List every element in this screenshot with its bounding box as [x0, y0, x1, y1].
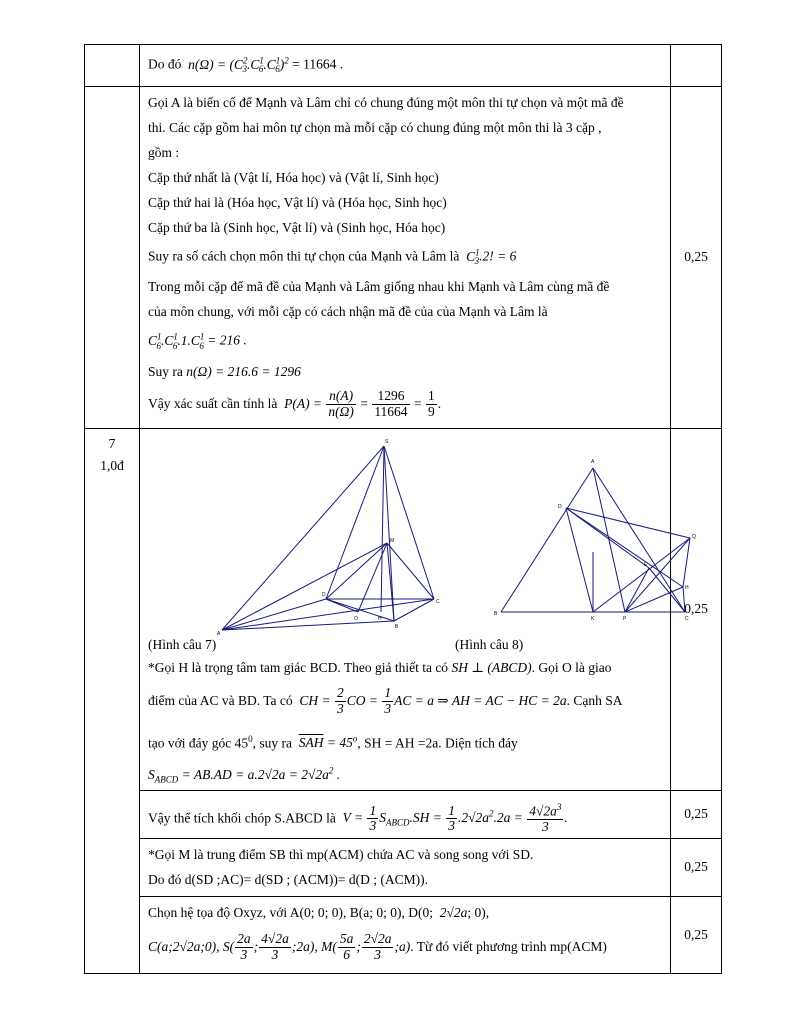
table-row — [85, 896, 722, 973]
text-line: Gọi A là biến cố để Mạnh và Lâm chỉ có chung đúng một môn thi tự chọn và một mã đề — [148, 95, 624, 111]
label-K: K — [591, 615, 595, 622]
text-line: Suy ra n(Ω) = 216.6 = 1296 — [148, 363, 301, 379]
label-B: B — [494, 610, 498, 617]
text-line: *Gọi M là trung điểm SB thì mp(ACM) chứa AC và song song với SD. — [148, 846, 534, 862]
score-cell: 0,25 — [671, 87, 722, 428]
label-A: A — [591, 458, 595, 465]
table-row — [85, 838, 722, 896]
caption-figure-7: (Hình câu 7) — [148, 636, 217, 652]
text-line: Cặp thứ hai là (Hóa học, Vật lí) và (Hóa học, Sinh học) — [148, 195, 447, 211]
table-row — [85, 790, 722, 838]
score-cell: 0,25 — [671, 790, 722, 838]
text-line: tạo với đáy góc $45^0$, suy ra $\overline{SAH} = 45^o$, SH = AH =2a. Diện tích đáy — [148, 733, 518, 751]
label-D: D — [322, 591, 326, 598]
text-line: Cặp thứ ba là (Sinh học, Vật lí) và (Sinh học, Hóa học) — [148, 220, 446, 236]
question-points: 1,0đ — [100, 457, 124, 473]
text-line: C(a;2√2a;0), S( $\frac{2a}{3}$ ; $\frac{4√2a}{3}$ ;2a), M( $\frac{5a}{6}$ ; $\frac{2√2a}{3}$ ;a). Từ đó viết phương trình mp(ACM) — [148, 931, 607, 962]
text-line: Suy ra số cách chọn môn thi tự chọn của Mạnh và Lâm là $C^1_3.2$! = 6 — [148, 247, 517, 267]
text-line: Chọn hệ tọa độ Oxyz, với A(0; 0; 0), B(a; 0; 0), D(0; 2√2a; 0), — [148, 904, 490, 920]
label-O: O — [354, 615, 358, 622]
label-Q: Q — [692, 533, 696, 540]
omega-count-line: Do đó $n(\Omega) = (C^2_3.C^1_6.C^1_6)^2 = 11664$ . — [148, 55, 344, 75]
text-line: thi. Các cặp gồm hai môn tự chọn mà mỗi cặp có chung đúng một môn thi là 3 cặp , — [148, 120, 602, 136]
table-row — [85, 45, 722, 87]
label-H: H — [378, 615, 382, 622]
text-line: *Gọi H là trọng tâm tam giác BCD. Theo giả thiết ta có SH ⊥ (ABCD). Gọi O là giao — [148, 659, 612, 675]
score-cell: 0,25 — [671, 428, 722, 790]
table-row — [85, 428, 722, 790]
volume-line: Vậy thể tích khối chóp S.ABCD là V = $\frac{1}{3}$ $S_{ABCD}.SH$ = $\frac{1}{3}$ $.2√2a^2.2a$ = $\frac{4√2a^3}{3}$ . — [148, 801, 568, 835]
answer-sheet — [84, 44, 722, 974]
score-cell: 0,25 — [671, 838, 722, 896]
label-C: C — [436, 598, 440, 605]
probability-line: Vậy xác suất cần tính là P(A) = $\frac{n(A)}{n(\Omega)}$ = $\frac{1296}{11664}$ = $\frac{1}{9}$ . — [148, 388, 442, 419]
label-H: H — [685, 584, 689, 591]
caption-figure-8: (Hình câu 8) — [455, 636, 524, 652]
text-line: Cặp thứ nhất là (Vật lí, Hóa học) và (Vật lí, Sinh học) — [148, 170, 439, 186]
text-line: của môn chung, với mỗi cặp có cách nhận mã đề của của Mạnh và Lâm là — [148, 304, 548, 320]
label-E: E — [644, 561, 648, 568]
label-C: C — [685, 615, 689, 622]
figure-question-7 — [208, 432, 458, 637]
label-A: A — [217, 630, 221, 637]
text-line: $C^1_6.C^1_6.1.C^1_6 = 216$ . — [148, 331, 247, 351]
text-line: Do đó d(SD ;AC)= d(SD ; (ACM))= d(D ; (ACM)). — [148, 871, 428, 887]
question-number: 7 — [108, 435, 116, 451]
text-line: điểm của AC và BD. Ta có CH = $\frac{2}{3}$ CO = $\frac{1}{3}$ AC = a ⇒ AH = AC − HC = 2a. Cạnh SA — [148, 685, 623, 716]
text-line: Trong mỗi cặp để mã đề của Mạnh và Lâm giống nhau khi Mạnh và Lâm cùng mã đề — [148, 279, 610, 295]
label-P: P — [623, 615, 627, 622]
label-S: S — [385, 438, 389, 445]
label-M: M — [390, 537, 395, 544]
table-row — [85, 87, 722, 428]
label-D: D — [558, 503, 562, 510]
score-cell: 0,25 — [671, 896, 722, 973]
solution-table — [84, 44, 722, 974]
text-line: gồm : — [148, 145, 180, 161]
text-line: $S_{ABCD} = AB.AD = a.2√2a = 2√2a^2$ . — [148, 765, 341, 785]
label-B: B — [395, 623, 399, 630]
